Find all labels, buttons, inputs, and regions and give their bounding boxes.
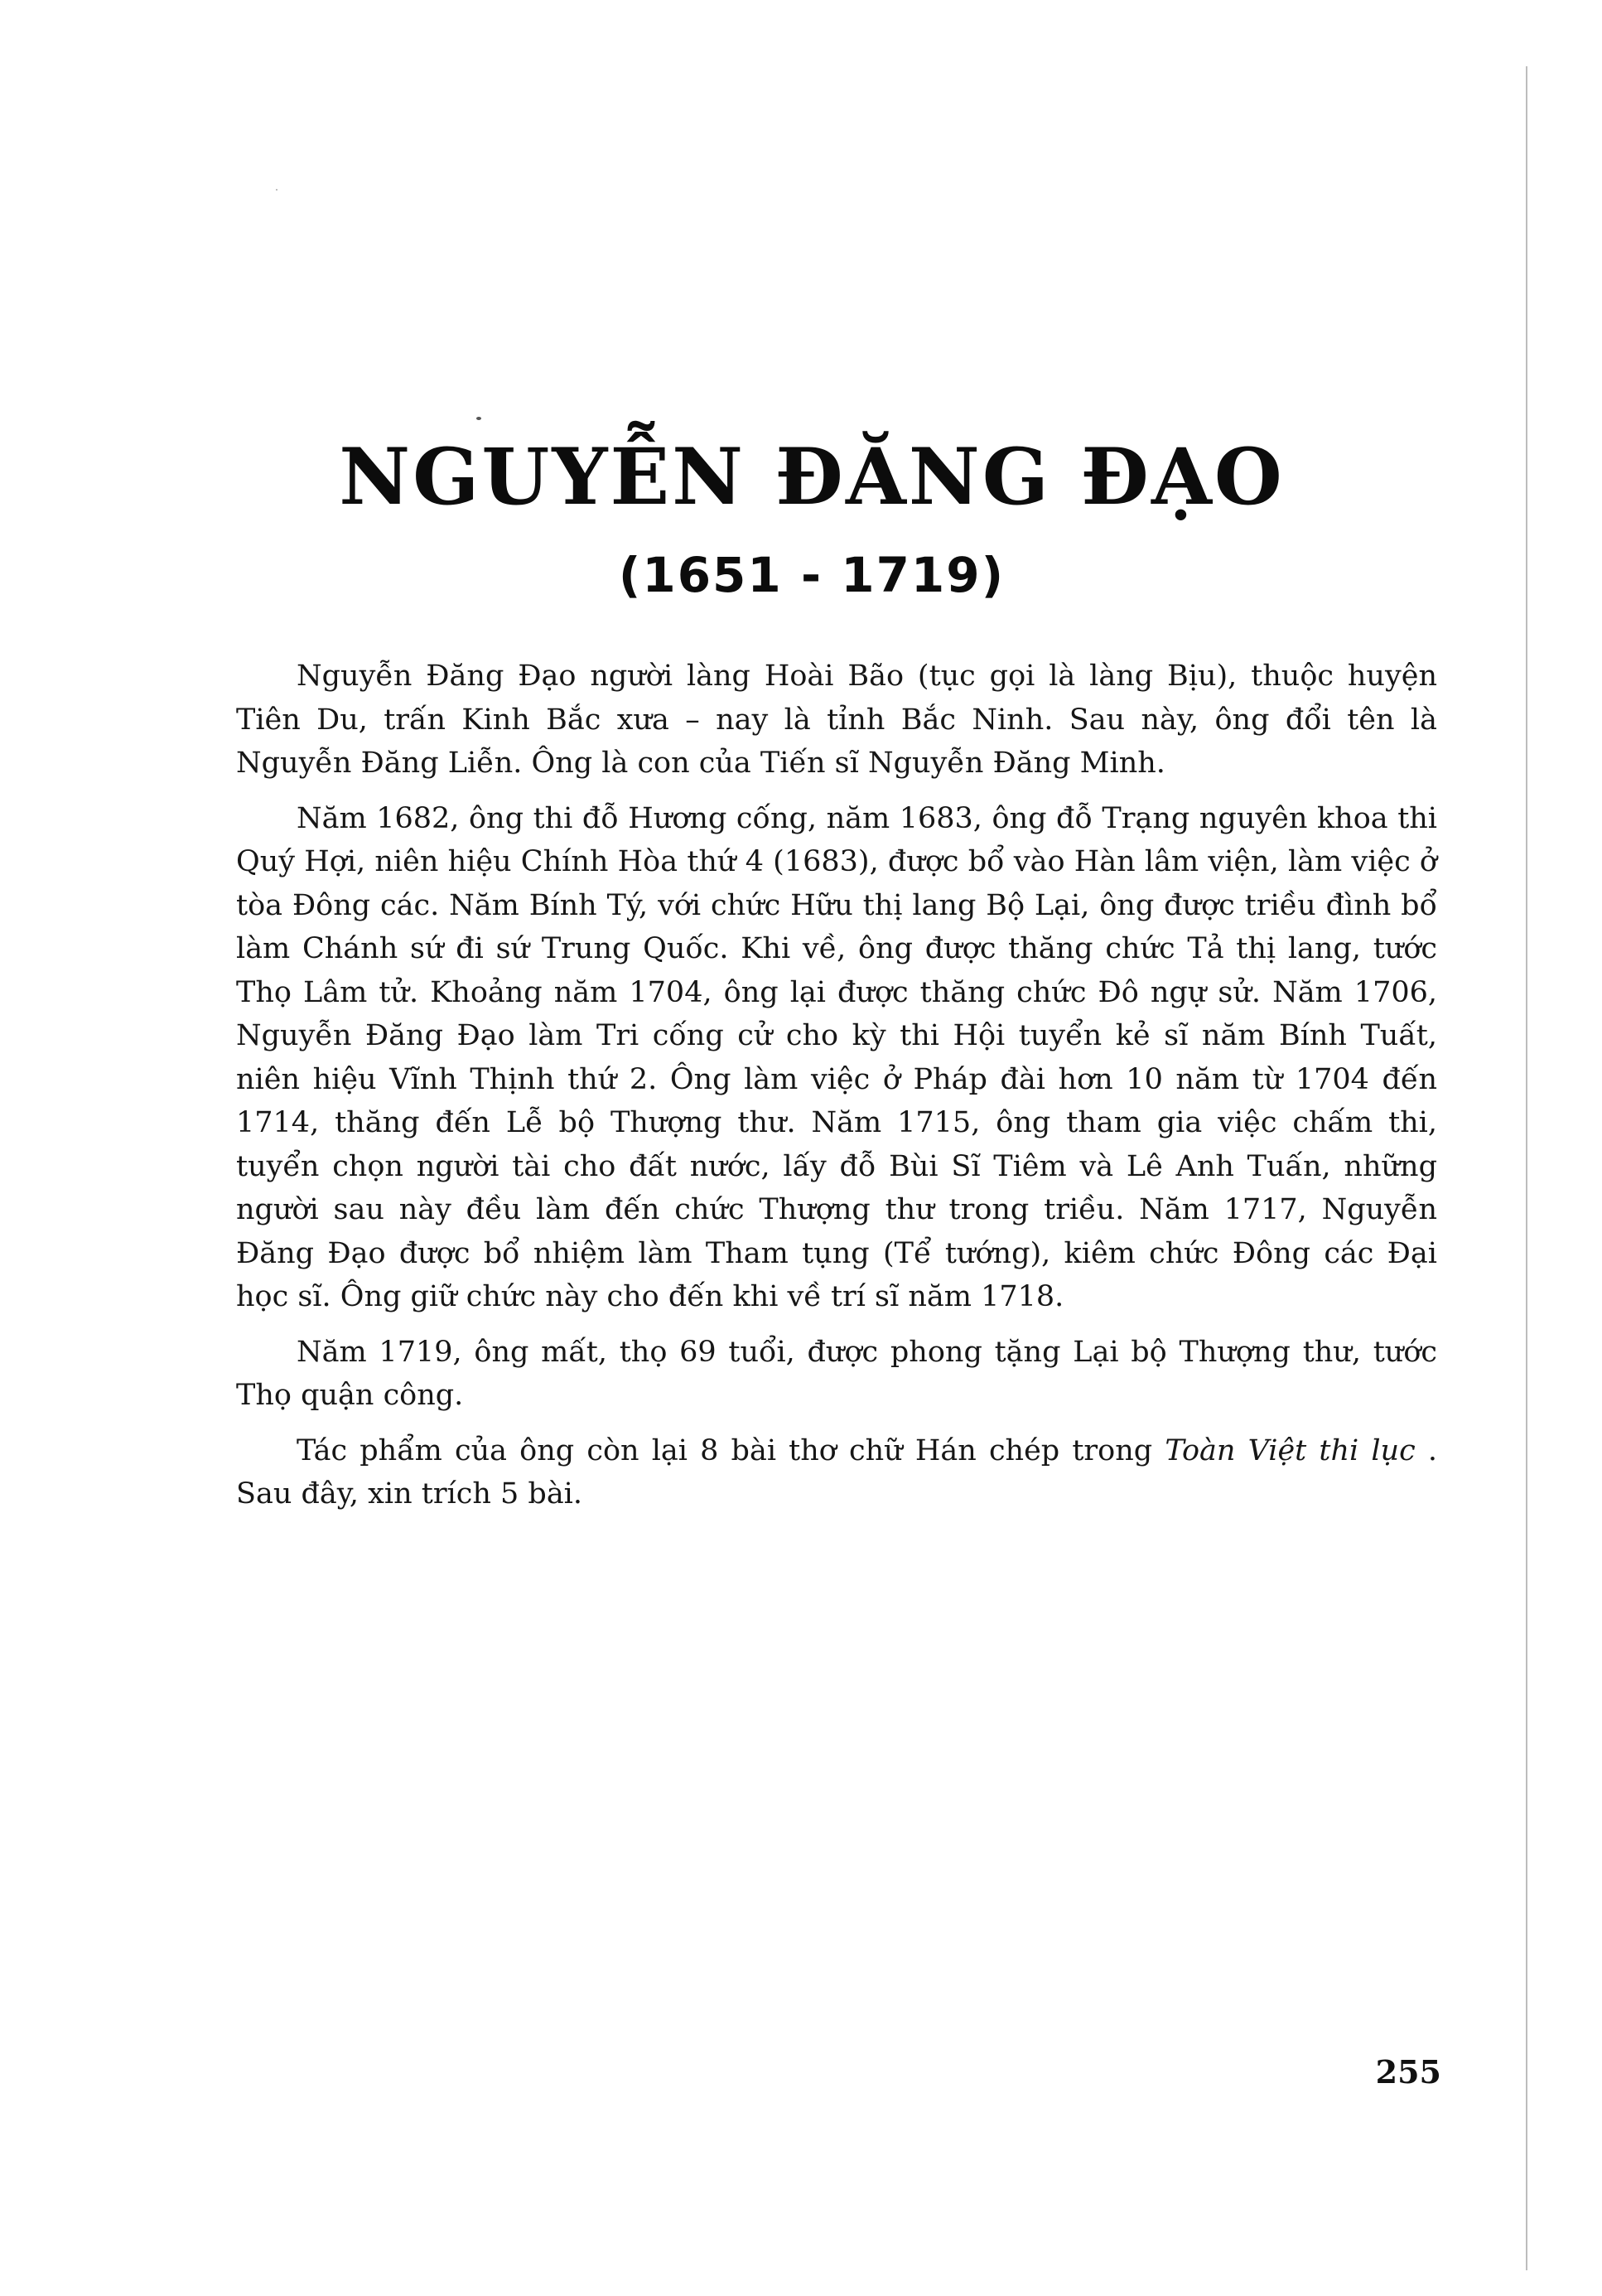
paragraph-death: Năm 1719, ông mất, thọ 69 tuổi, được phong tặng Lại bộ Thượng thư, tước Thọ quận công.: [236, 1335, 1437, 1412]
paragraph-career: Năm 1682, ông thi đỗ Hương cống, năm 1683, ông đỗ Trạng nguyên khoa thi Quý Hợi, niên hiệu Chính Hòa thứ 4 (1683), được bổ vào Hàn lâm viện, làm việc ở tòa Đông các. Năm Bính Tý, với chức Hữu thị lang Bộ Lại, ông được triều đình bổ làm Chánh sứ đi sứ Trung Quốc. Khi về, ông được thăng chức Tả thị lang, tước Thọ Lâm tử. Khoảng năm 1704, ông lại được thăng chức Đô ngự sử. Năm 1706, Nguyễn Đăng Đạo làm Tri cống cử cho kỳ thi Hội tuyển kẻ sĩ năm Bính Tuất, niên hiệu Vĩnh Thịnh thứ 2. Ông làm việc ở Pháp đài hơn 10 năm từ 1704 đến 1714, thăng đến Lễ bộ Thượng thư. Năm 1715, ông tham gia việc chấm thi, tuyển chọn người tài cho đất nước, lấy đỗ Bùi Sĩ Tiêm và Lê Anh Tuấn, những người sau này đều làm đến chức Thượng thư trong triều. Năm 1717, Nguyễn Đăng Đạo được bổ nhiệm làm Tham tụng (Tể tướng), kiêm chức Đông các Đại học sĩ. Ông giữ chức này cho đến khi về trí sĩ năm 1718.: [236, 801, 1437, 1313]
works-collection-title: Toàn Việt thi lục: [1165, 1433, 1416, 1467]
paragraph-works: [236, 1429, 1437, 1516]
life-years: (1651 - 1719): [618, 547, 1006, 603]
page-number: 255: [1375, 2053, 1441, 2091]
scan-speck: [476, 417, 481, 420]
works-intro-text: Tác phẩm của ông còn lại 8 bài thơ chữ Hán chép trong: [297, 1433, 1165, 1467]
biography-title: NGUYỄN ĐĂNG ĐẠO: [339, 432, 1285, 523]
paragraph-origin: Nguyễn Đăng Đạo người làng Hoài Bão (tục gọi là làng Bịu), thuộc huyện Tiên Du, trấn Kinh Bắc xưa – nay là tỉnh Bắc Ninh. Sau này, ông đổi tên là Nguyễn Đăng Liễn. Ông là con của Tiến sĩ Nguyễn Đăng Minh.: [236, 660, 1437, 780]
scan-speck: [276, 189, 277, 191]
works-outro-text: . Sau đây, xin trích 5 bài.: [236, 1433, 1437, 1511]
page-edge-line: [1526, 66, 1527, 2270]
biography-body: [236, 655, 1437, 1528]
